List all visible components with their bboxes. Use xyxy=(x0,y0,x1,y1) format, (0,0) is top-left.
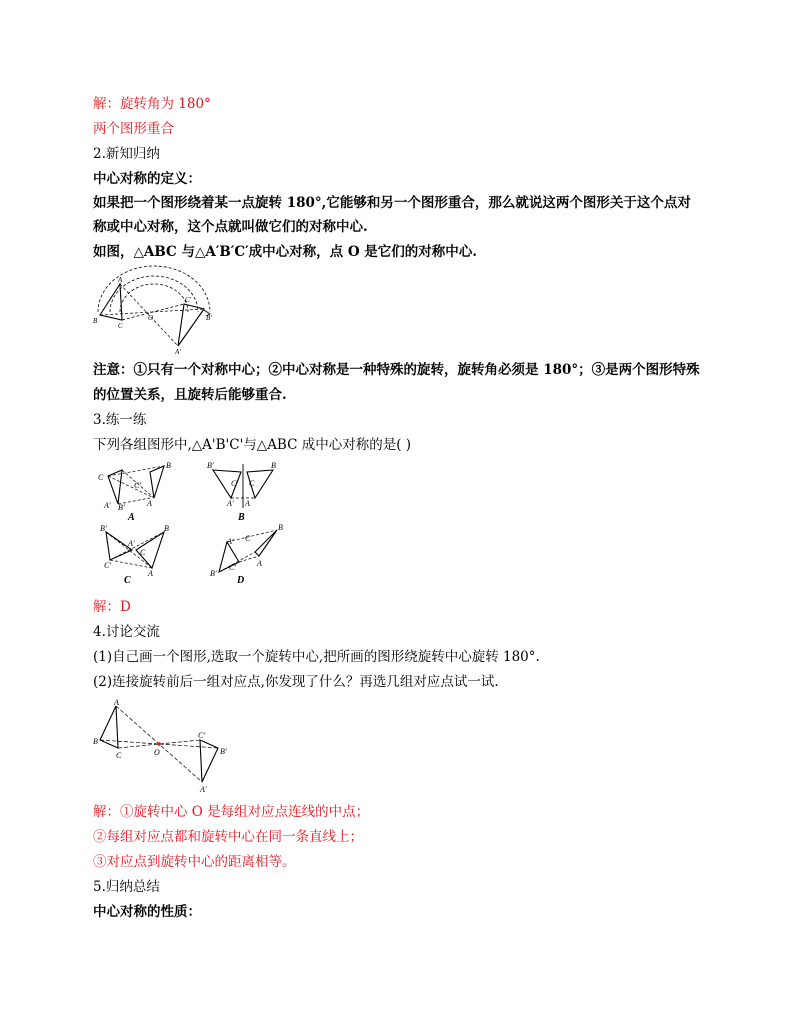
option-c-label-c-prime: C′ xyxy=(104,561,112,570)
discussion-answer-line1: 解：①旋转中心 O 是每组对应点连线的中点； xyxy=(93,804,370,820)
property-title: 中心对称的性质： xyxy=(93,904,201,920)
option-c-label-a-prime: A′ xyxy=(128,539,135,548)
option-d-label-a-prime: A′ xyxy=(227,537,234,546)
option-c-label-b-prime: B′ xyxy=(100,524,107,533)
fig1-label-a: A xyxy=(118,276,123,284)
option-a-label-a-prime: A′ xyxy=(104,501,111,510)
answer-rotation-angle: 解：旋转角为 180° xyxy=(93,96,211,112)
option-c-label-c: C xyxy=(140,548,146,557)
fig4-label-a: A xyxy=(114,698,119,707)
definition-title: 中心对称的定义： xyxy=(93,171,201,187)
option-d-figure xyxy=(205,522,291,586)
option-d-label-a: A xyxy=(257,559,262,568)
rotation-point-figure xyxy=(92,696,242,794)
practice-question: 下列各组图形中,△A'B'C'与△ABC 成中心对称的是( ) xyxy=(93,437,412,453)
fig1-label-b-prime: B′ xyxy=(206,314,212,322)
fig4-label-b: B xyxy=(93,737,98,746)
option-a-figure xyxy=(92,458,180,524)
option-c-caption: C xyxy=(124,575,131,586)
section-heading-practice: 3.练一练 xyxy=(93,412,147,428)
definition-text-line1: 如果把一个图形绕着某一点旋转 180°,它能够和另一个图形重合，那么就说这两个图形关于这个点对 xyxy=(93,195,691,211)
option-d-label-c-prime: C′ xyxy=(229,563,237,572)
example-statement: 如图，△ABC 与△A′B′C′成中心对称，点 O 是它们的对称中心. xyxy=(93,244,478,260)
option-a-label-c: C xyxy=(98,473,104,482)
option-b-label-b-prime: B′ xyxy=(207,461,214,470)
option-b-figure xyxy=(205,458,283,524)
discussion-answer-line3: ③对应点到旋转中心的距离相等。 xyxy=(93,854,296,870)
fig4-label-o: O xyxy=(154,748,160,757)
fig1-label-c-prime: C′ xyxy=(185,296,192,304)
option-a-label-c-prime: C′ xyxy=(134,481,142,490)
option-d-caption: D xyxy=(237,575,245,586)
option-c-label-b: B xyxy=(164,524,169,533)
central-symmetry-figure xyxy=(92,264,217,354)
section-heading-new-knowledge: 2.新知归纳 xyxy=(93,146,160,162)
fig4-label-a-prime: A′ xyxy=(200,785,207,794)
note-line2: 的位置关系，且旋转后能够重合. xyxy=(93,387,287,403)
fig1-label-b: B xyxy=(93,317,98,325)
option-b-caption: B xyxy=(238,512,245,523)
option-a-label-b-prime: B′ xyxy=(118,503,125,512)
section-heading-summary: 5.归纳总结 xyxy=(93,879,160,895)
fig4-label-c: C xyxy=(116,751,122,760)
option-a-caption: A xyxy=(128,512,135,523)
option-d-label-c: C xyxy=(245,534,251,543)
option-b-label-c-prime: C′ xyxy=(231,479,239,488)
section-heading-discussion: 4.讨论交流 xyxy=(93,624,160,640)
option-c-figure xyxy=(92,522,172,586)
option-d-label-b: B xyxy=(278,523,283,532)
option-b-label-a-prime: A′ xyxy=(227,499,234,508)
option-b-label-c: C xyxy=(249,479,255,488)
option-d-label-b-prime: B′ xyxy=(210,569,217,578)
option-a-label-a: A xyxy=(147,499,152,508)
note-line1: 注意：①只有一个对称中心；②中心对称是一种特殊的旋转，旋转角必须是 180°；③是两个图形特殊 xyxy=(93,362,700,378)
discussion-item2: (2)连接旋转前后一组对应点,你发现了什么？再选几组对应点试一试. xyxy=(93,674,499,690)
option-b-label-b: B xyxy=(271,461,276,470)
fig1-label-c: C xyxy=(118,322,123,330)
fig4-label-b-prime: B′ xyxy=(220,747,227,756)
discussion-item1: (1)自己画一个图形,选取一个旋转中心,把所画的图形绕旋转中心旋转 180°. xyxy=(93,649,540,665)
fig1-label-a-prime: A′ xyxy=(175,348,181,354)
answer-figures-coincide: 两个图形重合 xyxy=(93,121,174,137)
practice-answer: 解：D xyxy=(93,599,131,615)
discussion-answer-line2: ②每组对应点都和旋转中心在同一条直线上； xyxy=(93,829,363,845)
option-a-label-b: B xyxy=(166,461,171,470)
definition-text-line2: 称或中心对称，这个点就叫做它们的对称中心. xyxy=(93,219,368,235)
option-b-label-a: A xyxy=(245,499,250,508)
fig1-label-o: O xyxy=(148,314,154,322)
fig4-label-c-prime: C′ xyxy=(198,731,206,740)
option-c-label-a: A xyxy=(148,569,153,578)
